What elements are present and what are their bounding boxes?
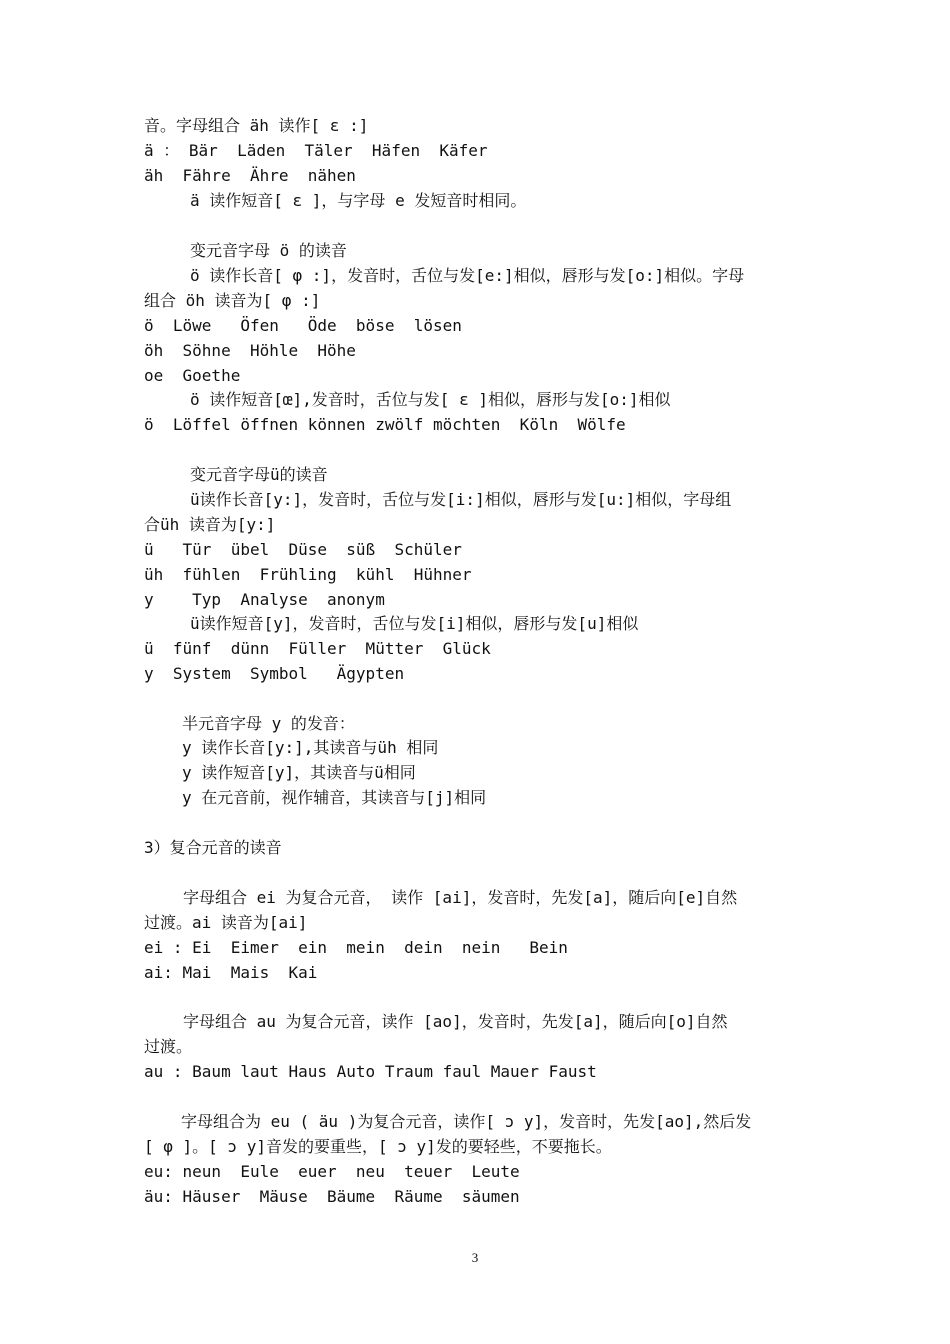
text-line: 过渡。ai 读音为[ai] bbox=[144, 913, 308, 932]
text-line: ä 读作短音[ ɛ ]，与字母 e 发短音时相同。 bbox=[190, 191, 527, 210]
example-line: ai: Mai Mais Kai bbox=[144, 963, 318, 982]
section-heading: 变元音字母 ö 的读音 bbox=[190, 241, 347, 260]
example-line: ö Löffel öffnen können zwölf möchten Köln Wölfe bbox=[144, 415, 626, 434]
example-line: ei : Ei Eimer ein mein dein nein Bein bbox=[144, 938, 568, 957]
example-line: äh Fähre Ähre nähen bbox=[144, 166, 356, 185]
example-line: ü fünf dünn Füller Mütter Glück bbox=[144, 639, 491, 658]
example-line: y System Symbol Ägypten bbox=[144, 664, 405, 683]
text-line: y 读作短音[y]，其读音与ü相同 bbox=[182, 763, 416, 782]
example-line: eu: neun Eule euer neu teuer Leute bbox=[144, 1162, 520, 1181]
example-line: ü Tür übel Düse süß Schüler bbox=[144, 540, 462, 559]
text-line: y 读作长音[y:],其读音与üh 相同 bbox=[182, 738, 439, 757]
example-line: oe Goethe bbox=[144, 366, 241, 385]
example-line: ä ： Bär Läden Täler Häfen Käfer bbox=[144, 141, 488, 160]
example-line: y Typ Analyse anonym bbox=[144, 590, 385, 609]
example-line: öh Söhne Höhle Höhe bbox=[144, 341, 356, 360]
section-heading: 半元音字母 y 的发音： bbox=[182, 714, 355, 733]
example-line: au : Baum laut Haus Auto Traum faul Mauer Faust bbox=[144, 1062, 597, 1081]
text-line: 音。字母组合 äh 读作[ ɛ :] bbox=[144, 116, 369, 135]
text-line: 合üh 读音为[y:] bbox=[144, 515, 276, 534]
section-heading: 变元音字母ü的读音 bbox=[190, 465, 328, 484]
text-line: [ φ ]。[ ɔ y]音发的要重些，[ ɔ y]发的要轻些，不要拖长。 bbox=[144, 1137, 612, 1156]
text-line: 过渡。 bbox=[144, 1037, 193, 1056]
text-line: 字母组合 ei 为复合元音， 读作 [ai]，发音时，先发[a]，随后向[e]自然 bbox=[183, 888, 738, 907]
text-line: ü读作长音[y:]，发音时，舌位与发[i:]相似，唇形与发[u:]相似，字母组 bbox=[190, 490, 732, 509]
text-line: ö 读作短音[œ],发音时，舌位与发[ ɛ ]相似，唇形与发[o:]相似 bbox=[190, 390, 671, 409]
page-number: 3 bbox=[471, 1250, 479, 1265]
example-line: äu: Häuser Mäuse Bäume Räume säumen bbox=[144, 1187, 520, 1206]
text-line: y 在元音前，视作辅音，其读音与[j]相同 bbox=[182, 788, 487, 807]
text-line: 字母组合为 eu ( äu )为复合元音，读作[ ɔ y]，发音时，先发[ao],然后发 bbox=[181, 1112, 752, 1131]
text-line: 字母组合 au 为复合元音，读作 [ao]，发音时，先发[a]，随后向[o]自然 bbox=[183, 1012, 728, 1031]
example-line: ö Löwe Öfen Öde böse lösen bbox=[144, 316, 462, 335]
text-line: 组合 öh 读音为[ φ :] bbox=[144, 291, 321, 310]
text-line: ü读作短音[y]，发音时，舌位与发[i]相似，唇形与发[u]相似 bbox=[190, 614, 639, 633]
text-line: ö 读作长音[ φ :]，发音时，舌位与发[e:]相似，唇形与发[o:]相似。字母 bbox=[190, 266, 745, 285]
example-line: üh fühlen Frühling kühl Hühner bbox=[144, 565, 472, 584]
section-heading: 3）复合元音的读音 bbox=[144, 838, 282, 857]
